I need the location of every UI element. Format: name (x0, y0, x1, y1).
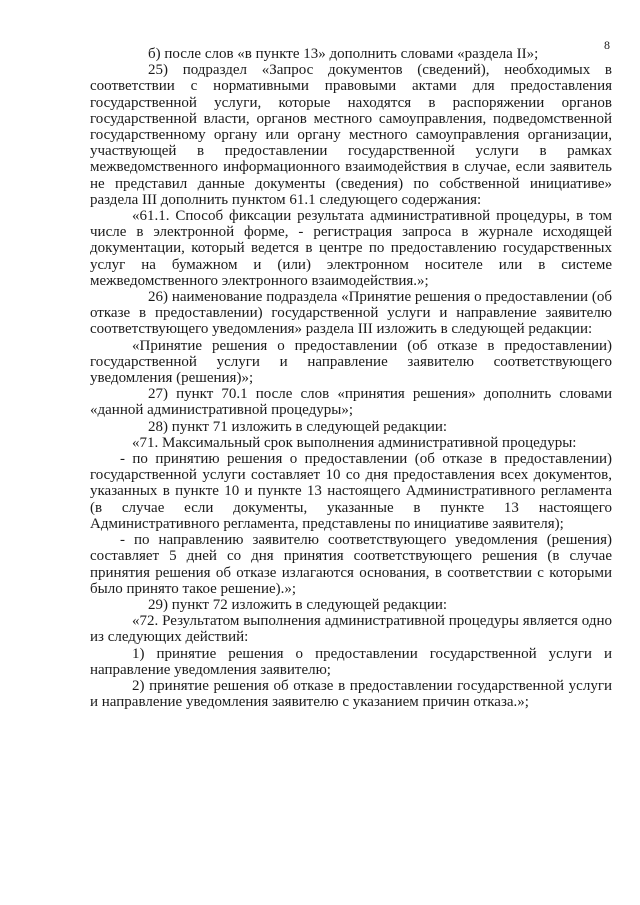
paragraph-clause-71: «71. Максимальный срок выполнения административной процедуры: (132, 434, 577, 451)
paragraph-clause-72: «72. Результатом выполнения административной процедуры является одно из следующих действий: (90, 613, 612, 646)
paragraph-clause-71-decision: - по принятию решения о предоставлении (об отказе в предоставлении) государственной услуги составляет 10 со дня предоставления всех документов, указанных в пункте 10 и пункте 13 настоящего Административного регламента (в случае если документы, указанные в пункте 13 настоящего Административного регламента, представлены по инициативе заявителя); (90, 451, 612, 532)
paragraph-clause-72-option-2: 2) принятие решения об отказе в предоставлении государственной услуги и направление уведомления заявителю с указанием причин отказа.»; (90, 677, 612, 711)
paragraph-clause-71-notification: - по направлению заявителю соответствующего уведомления (решения) составляет 5 дней со дня принятия соответствующего решения (в случае принятия решения об отказе излагаются основания, в соответствии с которыми было принято такое решение).»; (90, 532, 612, 597)
paragraph-item-25: 25) подраздел «Запрос документов (сведений), необходимых в соответствии с нормативными правовыми актами для предоставления государственной услуги, которые находятся в распоряжении органов государственной власти, органов местного самоуправления, подведомственной государственному органу или органу местного самоуправления организации, участвующей в предоставлении государственной услуги в рамках межведомственного информационного взаимодействия в случае, если заявитель не представил данные документы (сведения) по собственной инициативе» раздела III дополнить пунктом 61.1 следующего содержания: (90, 62, 612, 208)
paragraph-item-27: 27) пункт 70.1 после слов «принятия решения» дополнить словами «данной административной процедуры»; (90, 386, 612, 419)
paragraph-item-26: 26) наименование подраздела «Принятие решения о предоставлении (об отказе в предоставлении) государственной услуги и направление заявителю соответствующего уведомления» раздела III изложить в следующей редакции: (90, 289, 612, 338)
paragraph-item-28: 28) пункт 71 изложить в следующей редакции: (148, 418, 448, 435)
paragraph-subsection-title: «Принятие решения о предоставлении (об отказе в предоставлении) государственной услуги и направление заявителю соответствующего уведомления (решения)»; (90, 337, 612, 387)
document-body (90, 46, 612, 710)
paragraph-amendment-b: б) после слов «в пункте 13» дополнить словами «раздела II»; (148, 46, 539, 62)
paragraph-clause-61-1: «61.1. Способ фиксации результата административной процедуры, в том числе в электронной форме, - регистрация запроса в журнале исходящей документации, который ведется в центре по предоставлению государственных услуг на бумажном и (или) электронном носителе или в системе межведомственного электронного взаимодействия.»; (90, 208, 612, 289)
page-number: 8 (604, 38, 610, 52)
paragraph-item-29: 29) пункт 72 изложить в следующей редакции: (148, 596, 448, 613)
paragraph-clause-72-option-1: 1) принятие решения о предоставлении государственной услуги и направление уведомления заявителю; (90, 645, 612, 678)
